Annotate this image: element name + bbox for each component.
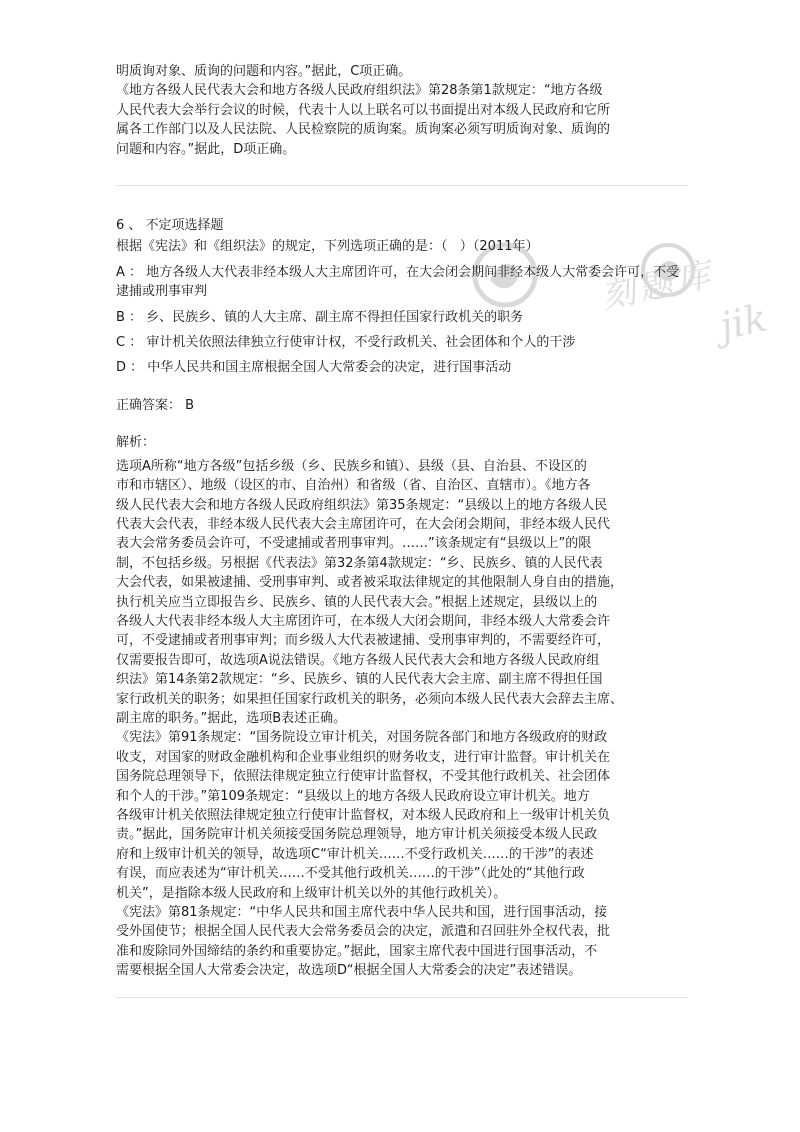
question-stem: 根据《宪法》和《组织法》的规定，下列选项正确的是：（ ）（2011年） [116, 239, 539, 255]
analysis-line: 执行机关应当立即报告乡、民族乡、镇的人民代表大会。”根据上述规定，县级以上的 [116, 594, 598, 610]
text-line: 属各工作部门以及人民法院、人民检察院的质询案。质询案必须写明质询对象、质询的 [116, 122, 611, 138]
analysis-text [116, 457, 688, 981]
analysis-line: 国务院总理领导下，依照法律规定独立行使审计监督权，不受其他行政机关、社会团体 [116, 769, 611, 785]
question-number: 6 、 不定项选择题 [116, 218, 224, 234]
document-page [116, 62, 688, 998]
separator [116, 997, 688, 998]
analysis-line: 府和上级审计机关的领导，故选项C“审计机关……不受行政机关……的干涉”的表述 [116, 846, 594, 862]
analysis-line: 受外国使节；根据全国人民代表大会常务委员会的决定，派遣和召回驻外全权代表，批 [116, 924, 611, 940]
analysis-line: 大会代表，如果被逮捕、受刑事审判、或者被采取法律规定的其他限制人身自由的措施， [116, 575, 624, 591]
option-b: B ： 乡、民族乡、镇的人大主席、副主席不得担任国家行政机关的职务 [116, 309, 524, 325]
analysis-line: 《宪法》第81条规定：“中华人民共和国主席代表中华人民共和国，进行国事活动，接 [116, 905, 608, 921]
analysis-line: 收支，对国家的财政金融机构和企业事业组织的财务收支，进行审计监督。审计机关在 [116, 749, 611, 765]
watermark-text-en: jik [715, 295, 772, 349]
previous-analysis-block [116, 62, 688, 159]
analysis-line: 需要根据全国人大常委会决定，故选项D“根据全国人大常委会的决定”表述错误。 [116, 963, 582, 979]
analysis-line: 选项A所称“地方各级”包括乡级（乡、民族乡和镇）、县级（县、自治县、不设区的 [116, 458, 587, 474]
text-line: 人民代表大会举行会议的时候，代表十人以上联名可以书面提出对本级人民政府和它所 [116, 102, 611, 118]
analysis-line: 和个人的干涉。”第109条规定：“县级以上的地方各级人民政府设立审计机关。地方 [116, 788, 590, 804]
analysis-line: 市和市辖区）、地级（设区的市、自治州）和省级（省、自治区、直辖市）。《地方各 [116, 478, 591, 494]
text-line: 问题和内容。”据此，D项正确。 [116, 141, 296, 157]
analysis-line: 制，不包括乡级。另根据《代表法》第32条第4款规定：“乡、民族乡、镇的人民代表 [116, 555, 603, 571]
analysis-line: 责。”据此，国务院审计机关须接受国务院总理领导，地方审计机关须接受本级人民政 [116, 827, 598, 843]
analysis-line: 《宪法》第91条规定：“国务院设立审计机关，对国务院各部门和地方各级政府的财政 [116, 730, 608, 746]
analysis-line: 有误，而应表述为“审计机关……不受其他行政机关……的干涉”（此处的“其他行政 [116, 866, 585, 882]
analysis-label: 解析： [116, 435, 156, 451]
analysis-line: 可，不受逮捕或者刑事审判；而乡级人大代表被逮捕、受刑事审判的，不需要经许可， [116, 633, 611, 649]
analysis-line: 各级人大代表非经本级人大主席团许可，在本级人大闭会期间，非经本级人大常委会许 [116, 613, 611, 629]
option-a: A ： 地方各级人大代表非经本级人大主席团许可，在大会闭会期间非经本级人大常委会许可，不受逮捕或刑事审判 [116, 264, 680, 300]
analysis-line: 织法》第14条第2款规定：“乡、民族乡、镇的人民代表大会主席、副主席不得担任国 [116, 672, 603, 688]
analysis-line: 代表大会代表，非经本级人民代表大会主席团许可，在大会闭会期间，非经本级人民代 [116, 516, 611, 532]
analysis-line: 级人民代表大会和地方各级人民政府组织法》第35条规定：“县级以上的地方各级人民 [116, 497, 608, 513]
analysis-line: 仅需要报告即可，故选项A说法错误。《地方各级人民代表大会和地方各级人民政府组 [116, 652, 600, 668]
analysis-line: 各级审计机关依照法律规定独立行使审计监督权，对本级人民政府和上一级审计机关负 [116, 808, 611, 823]
analysis-line: 准和废除同外国缔结的条约和重要协定。”据此，国家主席代表中国进行国事活动，不 [116, 943, 598, 959]
watermark-text-cn: 刻题库 [597, 254, 718, 318]
analysis-line: 表大会常务委员会许可，不受逮捕或者刑事审判。……”该条规定有“县级以上”的限 [116, 536, 592, 552]
correct-answer: 正确答案： B [116, 397, 195, 413]
analysis-line: 机关”，是指除本级人民政府和上级审计机关以外的其他行政机关）。 [116, 885, 507, 901]
analysis-line: 家行政机关的职务；如果担任国家行政机关的职务，必须向本级人民代表大会辞去主席、 [116, 691, 624, 707]
option-c: C ： 审计机关依照法律独立行使审计权，不受行政机关、社会团体和个人的干涉 [116, 335, 576, 351]
text-line: 《地方各级人民代表大会和地方各级人民政府组织法》第28条第1款规定：“地方各级 [116, 83, 603, 99]
text-line: 明质询对象、质询的问题和内容。”据此，C项正确。 [116, 64, 412, 79]
analysis-line: 副主席的职务。”据此，选项B表述正确。 [116, 710, 347, 726]
option-d: D ： 中华人民共和国主席根据全国人大常委会的决定，进行国事活动 [116, 360, 512, 376]
